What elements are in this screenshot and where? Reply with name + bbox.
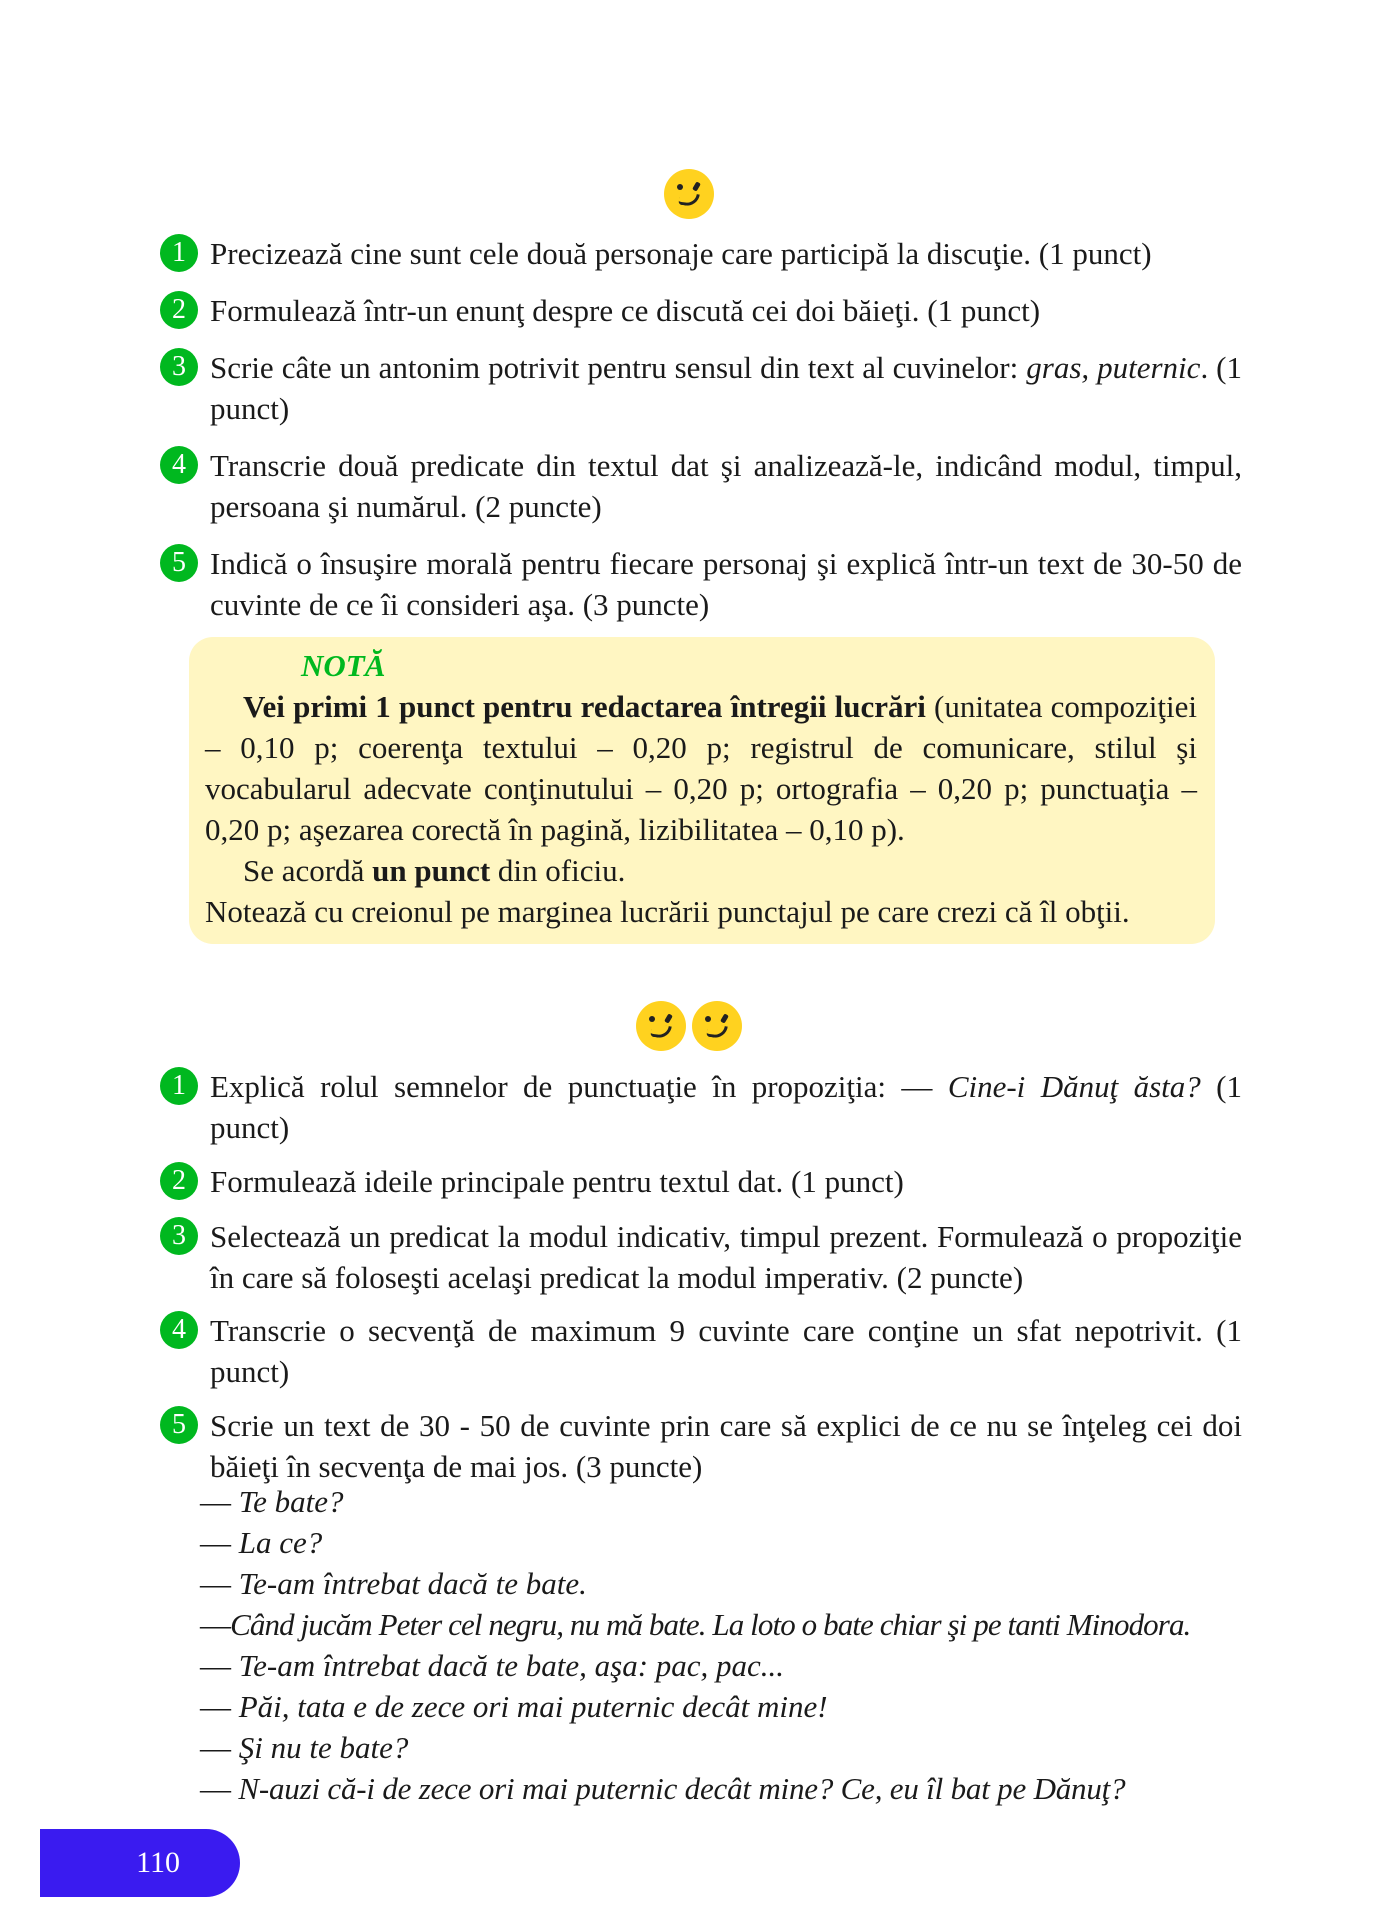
exercise-text: Formulează ideile principale pentru textul dat. (1 punct) [210, 1164, 904, 1199]
exercise-2-4 [160, 1310, 1242, 1392]
exercise-number-badge: 1 [160, 234, 198, 272]
exercise-number-badge: 5 [160, 544, 198, 582]
exercise-text: Scrie un text de 30 - 50 de cuvinte prin care să explici de ce nu se înţeleg cei doi băieţi în secvenţa de mai jos. (3 puncte) [210, 1408, 1242, 1484]
exercise-number-badge: 1 [160, 1067, 198, 1105]
exercise-text: Transcrie o secvenţă de maximum 9 cuvinte care conţine un sfat nepotrivit. (1 punct) [210, 1313, 1242, 1389]
smiley-wink-icon [636, 1001, 686, 1051]
exercise-text: Selectează un predicat la modul indicativ, timpul prezent. Formulează o propoziţie în care să foloseşti acelaşi predicat la modul imperativ. (2 puncte) [210, 1219, 1242, 1295]
note-box [189, 637, 1215, 944]
exercise-number-badge: 4 [160, 1311, 198, 1349]
exercise-1-3 [160, 347, 1242, 429]
exercise-2-5 [160, 1405, 1242, 1487]
exercise-text: Precizează cine sunt cele două personaje care participă la discuţie. (1 punct) [210, 236, 1152, 271]
dialogue-line: — Te bate? [200, 1484, 344, 1519]
dialogue-line: — Te-am întrebat dacă te bate. [200, 1566, 587, 1601]
note-paragraph-bonus: Se acordă un punct din oficiu. [243, 853, 626, 888]
exercise-1-2 [160, 290, 1242, 331]
dialogue-excerpt [200, 1481, 1242, 1809]
difficulty-level-1 [0, 169, 1378, 219]
exercise-number-badge: 5 [160, 1406, 198, 1444]
exercise-text: Indică o însuşire morală pentru fiecare personaj şi explică într-un text de 30-50 de cuvinte de ce îi consideri aşa. (3 puncte) [210, 546, 1242, 622]
smiley-wink-icon [664, 169, 714, 219]
note-paragraph-instructions: Notează cu creionul pe marginea lucrării punctajul pe care crezi că îl obţii. [205, 894, 1130, 929]
exercise-2-2 [160, 1161, 1242, 1202]
note-title: NOTĂ [301, 648, 386, 683]
exercise-2-1 [160, 1066, 1242, 1148]
note-paragraph-scoring: Vei primi 1 punct pentru redactarea întregii lucrări (unitatea compoziţiei – 0,10 p; coerenţa textului – 0,20 p; registrul de comunicare, stilul şi vocabularul adecvate conţinutului – 0,20 p; ortografia – 0,20 p; punctuaţia – 0,20 p; aşezarea corectă în pagină, lizibilitatea – 0,10 p). [205, 689, 1197, 847]
exercise-number-badge: 2 [160, 1162, 198, 1200]
difficulty-level-2 [0, 1001, 1378, 1051]
exercise-number-badge: 4 [160, 446, 198, 484]
exercise-number-badge: 3 [160, 348, 198, 386]
exercise-text: Explică rolul semnelor de punctuaţie în propoziţia: — Cine-i Dănuţ ăsta? (1 punct) [210, 1069, 1242, 1145]
dialogue-line: — Păi, tata e de zece ori mai puternic decât mine! [200, 1689, 828, 1724]
page-number: 110 [136, 1846, 180, 1879]
exercise-1-5 [160, 543, 1242, 625]
dialogue-line: —Când jucăm Peter cel negru, nu mă bate. La loto o bate chiar şi pe tanti Minodora. [200, 1607, 1191, 1642]
dialogue-line: — La ce? [200, 1525, 323, 1560]
exercise-text: Transcrie două predicate din textul dat şi analizează-le, indicând modul, timpul, persoana şi numărul. (2 puncte) [210, 448, 1242, 524]
page-number-tab [40, 1829, 240, 1897]
exercise-number-badge: 3 [160, 1217, 198, 1255]
exercise-2-3 [160, 1216, 1242, 1298]
dialogue-line: — Şi nu te bate? [200, 1730, 409, 1765]
dialogue-line: — Te-am întrebat dacă te bate, aşa: pac, pac... [200, 1648, 785, 1683]
exercise-text: Scrie câte un antonim potrivit pentru sensul din text al cuvinelor: gras, puternic. (1 punct) [210, 350, 1243, 426]
exercise-1-4 [160, 445, 1242, 527]
smiley-wink-icon [692, 1001, 742, 1051]
exercise-number-badge: 2 [160, 291, 198, 329]
exercise-text: Formulează într-un enunţ despre ce discută cei doi băieţi. (1 punct) [210, 293, 1041, 328]
dialogue-line: — N-auzi că-i de zece ori mai puternic decât mine? Ce, eu îl bat pe Dănuţ? [200, 1771, 1126, 1806]
exercise-1-1 [160, 233, 1242, 274]
